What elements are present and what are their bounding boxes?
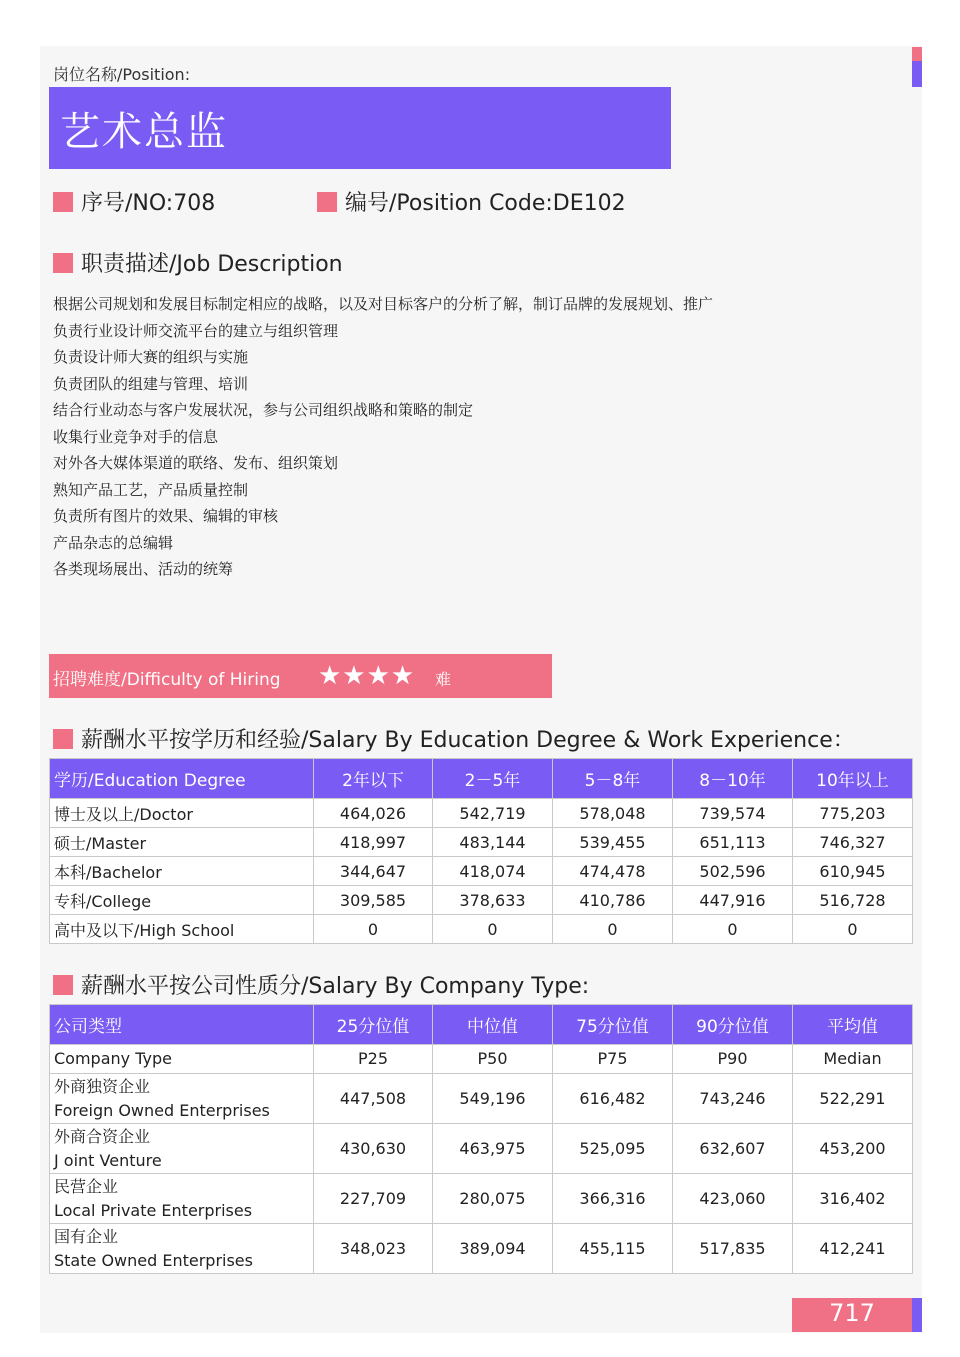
edu-salary-heading — [53, 723, 855, 754]
table-cell: 651,113 — [673, 828, 793, 857]
list-item: 负责行业设计师交流平台的建立与组织管理 — [53, 321, 339, 340]
table-cell: 632,607 — [673, 1124, 793, 1174]
table-subheader-cell: P25 — [314, 1045, 433, 1074]
table-cell: 746,327 — [793, 828, 913, 857]
table-subheader-cell: Company Type — [50, 1045, 314, 1074]
company-type-en: State Owned Enterprises — [54, 1250, 253, 1270]
job-description-list — [53, 291, 713, 583]
table-subheader-row — [50, 1045, 913, 1074]
table-cell: 453,200 — [793, 1124, 913, 1174]
table-cell: 610,945 — [793, 857, 913, 886]
table-cell: 本科/Bachelor — [50, 857, 314, 886]
table-cell: 455,115 — [553, 1224, 673, 1274]
table-cell: 525,095 — [553, 1124, 673, 1174]
corner-accent-pink — [912, 47, 922, 61]
table-cell: 447,916 — [673, 886, 793, 915]
table-cell: 447,508 — [314, 1074, 433, 1124]
table-cell: 344,647 — [314, 857, 433, 886]
table-cell: 418,997 — [314, 828, 433, 857]
position-code-text: 编号/Position Code:DE102 — [345, 191, 626, 216]
bullet-square-icon — [53, 192, 73, 212]
position-label: 岗位名称/Position: — [53, 65, 191, 84]
bullet-square-icon — [53, 729, 73, 749]
table-header-cell: 2－5年 — [433, 759, 553, 799]
list-item: 各类现场展出、活动的统筹 — [53, 560, 234, 578]
table-cell: 309,585 — [314, 886, 433, 915]
table-cell: 743,246 — [673, 1074, 793, 1124]
job-description-heading — [53, 247, 343, 278]
table-cell: 775,203 — [793, 799, 913, 828]
table-cell: 0 — [314, 915, 433, 944]
list-item: 对外各大媒体渠道的联络、发布、组织策划 — [53, 454, 339, 472]
list-item: 负责设计师大赛的组织与实施 — [53, 348, 249, 366]
company-type-cn: 国有企业 — [54, 1226, 119, 1246]
company-type-cn: 外商独资企业 — [54, 1076, 151, 1096]
table-cell: 430,630 — [314, 1124, 433, 1174]
page-number: 717 — [829, 1299, 875, 1327]
table-cell: 418,074 — [433, 857, 553, 886]
company-type-cell — [50, 1124, 314, 1174]
table-cell: 348,023 — [314, 1224, 433, 1274]
table-subheader-cell: Median — [793, 1045, 913, 1074]
company-type-cell — [50, 1224, 314, 1274]
page-number-accent — [912, 1298, 922, 1332]
table-cell: 280,075 — [433, 1174, 553, 1224]
table-cell: 483,144 — [433, 828, 553, 857]
job-description-heading-text: 职责描述/Job Description — [81, 252, 343, 277]
table-cell: 专科/College — [50, 886, 314, 915]
table-header-cell: 学历/Education Degree — [50, 759, 314, 799]
list-item: 熟知产品工艺，产品质量控制 — [53, 480, 249, 499]
company-type-en: Foreign Owned Enterprises — [54, 1100, 270, 1120]
table-cell: 366,316 — [553, 1174, 673, 1224]
table-row — [50, 828, 913, 857]
hiring-difficulty-level: 难 — [435, 670, 452, 689]
table-header-cell: 公司类型 — [50, 1005, 314, 1045]
table-header-cell: 75分位值 — [553, 1005, 673, 1045]
table-header-cell: 平均值 — [793, 1005, 913, 1045]
table-row — [50, 886, 913, 915]
list-item: 产品杂志的总编辑 — [53, 533, 174, 552]
table-cell: 412,241 — [793, 1224, 913, 1274]
table-header-cell: 中位值 — [433, 1005, 553, 1045]
table-subheader-cell: P50 — [433, 1045, 553, 1074]
company-salary-heading-text: 薪酬水平按公司性质分/Salary By Company Type: — [81, 974, 590, 999]
table-cell: 542,719 — [433, 799, 553, 828]
table-cell: 522,291 — [793, 1074, 913, 1124]
hiring-difficulty-label: 招聘难度/Difficulty of Hiring — [53, 670, 281, 690]
table-header-row — [50, 1005, 913, 1045]
list-item: 结合行业动态与客户发展状况，参与公司组织战略和策略的制定 — [53, 401, 474, 419]
table-cell: 423,060 — [673, 1174, 793, 1224]
table-header-cell: 10年以上 — [793, 759, 913, 799]
list-item: 根据公司规划和发展目标制定相应的战略，以及对目标客户的分析了解，制订品牌的发展规划、推广 — [53, 295, 714, 313]
bullet-square-icon — [53, 975, 73, 995]
company-type-en: J oint Venture — [54, 1150, 162, 1170]
table-row — [50, 799, 913, 828]
table-header-row — [50, 759, 913, 799]
company-type-cn: 民营企业 — [54, 1176, 119, 1196]
table-row — [50, 1224, 913, 1274]
bullet-square-icon — [317, 192, 337, 212]
company-type-cell — [50, 1174, 314, 1224]
table-cell: 464,026 — [314, 799, 433, 828]
table-row — [50, 915, 913, 944]
table-subheader-cell: P75 — [553, 1045, 673, 1074]
table-cell: 硕士/Master — [50, 828, 314, 857]
table-cell: 316,402 — [793, 1174, 913, 1224]
edu-salary-heading-text: 薪酬水平按学历和经验/Salary By Education Degree & Work Experience： — [81, 728, 855, 753]
table-cell: 539,455 — [553, 828, 673, 857]
table-row — [50, 1174, 913, 1224]
table-cell: 474,478 — [553, 857, 673, 886]
table-row — [50, 857, 913, 886]
table-cell: 博士及以上/Doctor — [50, 799, 314, 828]
company-salary-table — [49, 1004, 913, 1274]
serial-text: 序号/NO:708 — [81, 191, 216, 216]
table-cell: 0 — [793, 915, 913, 944]
company-type-cn: 外商合资企业 — [54, 1126, 151, 1146]
table-subheader-cell: P90 — [673, 1045, 793, 1074]
table-cell: 378,633 — [433, 886, 553, 915]
table-cell: 502,596 — [673, 857, 793, 886]
table-cell: 578,048 — [553, 799, 673, 828]
table-header-cell: 90分位值 — [673, 1005, 793, 1045]
table-cell: 0 — [433, 915, 553, 944]
table-header-cell: 25分位值 — [314, 1005, 433, 1045]
table-cell: 517,835 — [673, 1224, 793, 1274]
table-row — [50, 1124, 913, 1174]
company-type-cell — [50, 1074, 314, 1124]
table-cell: 0 — [553, 915, 673, 944]
table-cell: 227,709 — [314, 1174, 433, 1224]
table-cell: 463,975 — [433, 1124, 553, 1174]
table-header-cell: 8－10年 — [673, 759, 793, 799]
table-cell: 高中及以下/High School — [50, 915, 314, 944]
bullet-square-icon — [53, 253, 73, 273]
list-item: 负责团队的组建与管理、培训 — [53, 374, 249, 393]
table-row — [50, 1074, 913, 1124]
list-item: 负责所有图片的效果、编辑的审核 — [53, 507, 279, 525]
corner-accent-purple — [912, 61, 922, 87]
company-salary-heading — [53, 969, 589, 1000]
table-cell: 516,728 — [793, 886, 913, 915]
company-type-en: Local Private Enterprises — [54, 1200, 253, 1220]
list-item: 收集行业竞争对手的信息 — [53, 427, 219, 446]
table-cell: 739,574 — [673, 799, 793, 828]
serial-number — [53, 186, 215, 217]
table-cell: 410,786 — [553, 886, 673, 915]
table-cell: 549,196 — [433, 1074, 553, 1124]
star-rating-icon: ★★★★ — [318, 661, 416, 691]
table-cell: 389,094 — [433, 1224, 553, 1274]
edu-salary-table — [49, 758, 913, 944]
table-cell: 0 — [673, 915, 793, 944]
table-header-cell: 5－8年 — [553, 759, 673, 799]
position-title: 艺术总监 — [60, 109, 228, 155]
table-cell: 616,482 — [553, 1074, 673, 1124]
table-header-cell: 2年以下 — [314, 759, 433, 799]
position-code — [317, 186, 626, 217]
